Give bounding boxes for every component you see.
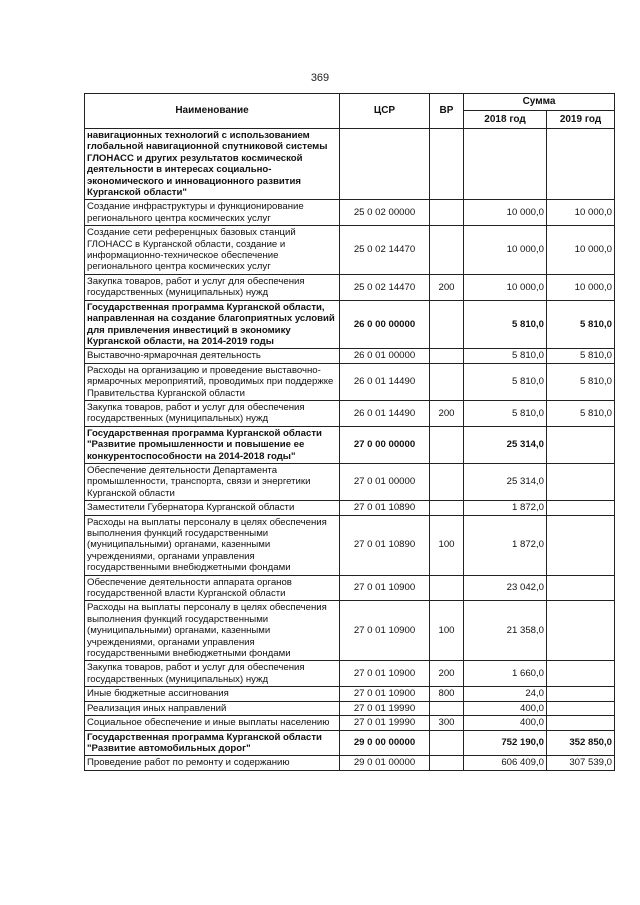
row-csr-cell: 27 0 01 00000 [340,463,430,500]
row-csr-cell: 25 0 02 14470 [340,226,430,275]
row-vr-cell: 300 [430,716,464,730]
row-vr-cell [430,575,464,601]
table-row [85,701,615,715]
row-vr-cell: 200 [430,400,464,426]
row-csr-cell: 27 0 01 19990 [340,716,430,730]
row-vr-cell [430,226,464,275]
row-amount-2018-cell: 1 660,0 [464,661,547,687]
row-amount-2018-cell: 23 042,0 [464,575,547,601]
row-amount-2019-cell [547,129,615,200]
row-vr-cell [430,730,464,756]
row-name-cell: Расходы на организацию и проведение выставочно-ярмарочных мероприятий, проводимых при поддержке Правительства Курганской области [85,363,340,400]
row-amount-2018-cell: 25 314,0 [464,426,547,463]
row-name-cell: Выставочно-ярмарочная деятельность [85,349,340,363]
row-name-cell: Проведение работ по ремонту и содержанию [85,756,340,770]
row-amount-2019-cell: 307 539,0 [547,756,615,770]
table-row [85,200,615,226]
row-amount-2019-cell [547,661,615,687]
row-amount-2018-cell: 24,0 [464,687,547,701]
row-vr-cell: 100 [430,601,464,661]
row-amount-2019-cell: 5 810,0 [547,349,615,363]
row-amount-2018-cell: 606 409,0 [464,756,547,770]
row-amount-2019-cell: 10 000,0 [547,274,615,300]
row-amount-2019-cell [547,463,615,500]
row-name-cell: Социальное обеспечение и иные выплаты населению [85,716,340,730]
row-name-cell: Создание сети референцных базовых станций ГЛОНАСС в Курганской области, создание и информационно-техническое обеспечение регионального центра космических услуг [85,226,340,275]
row-name-cell: Государственная программа Курганской области, направленная на создание благоприятных условий для привлечения инвестиций в экономику Курганской области, на 2014-2019 годы [85,300,340,349]
table-row [85,756,615,770]
row-vr-cell [430,300,464,349]
page-number: 369 [310,72,330,84]
row-csr-cell: 29 0 01 00000 [340,756,430,770]
table-row [85,730,615,756]
row-amount-2019-cell [547,716,615,730]
row-name-cell: Расходы на выплаты персоналу в целях обеспечения выполнения функций государственными (муниципальными) органами, казенными учреждениями, органами управления государственными внебюджетными фондами [85,515,340,575]
row-amount-2018-cell: 752 190,0 [464,730,547,756]
row-csr-cell: 26 0 00 00000 [340,300,430,349]
row-name-cell: Реализация иных направлений [85,701,340,715]
row-amount-2018-cell: 10 000,0 [464,200,547,226]
row-amount-2018-cell: 25 314,0 [464,463,547,500]
row-amount-2019-cell: 10 000,0 [547,226,615,275]
table-row [85,716,615,730]
row-name-cell: Государственная программа Курганской области "Развитие автомобильных дорог" [85,730,340,756]
row-amount-2018-cell: 5 810,0 [464,400,547,426]
table-row [85,515,615,575]
row-amount-2019-cell [547,601,615,661]
row-amount-2018-cell: 5 810,0 [464,300,547,349]
row-csr-cell: 27 0 01 10900 [340,687,430,701]
row-name-cell: навигационных технологий с использованием глобальной навигационной спутниковой системы ГЛОНАСС и других результатов космической деятельности в интересах социально-экономического и инновационного развития Курганской области" [85,129,340,200]
table-row [85,300,615,349]
row-csr-cell: 25 0 02 14470 [340,274,430,300]
table-row [85,363,615,400]
row-name-cell: Создание инфраструктуры и функционирование регионального центра космических услуг [85,200,340,226]
row-name-cell: Закупка товаров, работ и услуг для обеспечения государственных (муниципальных) нужд [85,661,340,687]
row-csr-cell: 27 0 01 10900 [340,575,430,601]
row-vr-cell: 100 [430,515,464,575]
row-vr-cell [430,501,464,515]
row-amount-2018-cell: 400,0 [464,716,547,730]
row-amount-2019-cell: 5 810,0 [547,300,615,349]
row-csr-cell: 27 0 01 10900 [340,601,430,661]
table-row [85,463,615,500]
table-row [85,349,615,363]
row-vr-cell [430,701,464,715]
row-amount-2019-cell [547,701,615,715]
table-row [85,226,615,275]
row-amount-2018-cell: 10 000,0 [464,226,547,275]
row-amount-2019-cell: 5 810,0 [547,363,615,400]
column-header-2019: 2019 год [547,111,615,129]
row-amount-2018-cell: 21 358,0 [464,601,547,661]
row-csr-cell: 26 0 01 14490 [340,363,430,400]
row-csr-cell: 25 0 02 00000 [340,200,430,226]
row-name-cell: Обеспечение деятельности Департамента промышленности, транспорта, связи и энергетики Курганской области [85,463,340,500]
row-amount-2019-cell: 5 810,0 [547,400,615,426]
row-name-cell: Государственная программа Курганской области "Развитие промышленности и повышение ее конкурентоспособности на 2014-2018 годы" [85,426,340,463]
table-row [85,501,615,515]
budget-table [84,93,615,771]
row-amount-2019-cell: 10 000,0 [547,200,615,226]
row-amount-2018-cell: 10 000,0 [464,274,547,300]
row-csr-cell: 26 0 01 00000 [340,349,430,363]
row-csr-cell: 26 0 01 14490 [340,400,430,426]
row-name-cell: Закупка товаров, работ и услуг для обеспечения государственных (муниципальных) нужд [85,400,340,426]
row-vr-cell [430,363,464,400]
row-name-cell: Обеспечение деятельности аппарата органов государственной власти Курганской области [85,575,340,601]
row-vr-cell [430,426,464,463]
table-row [85,426,615,463]
row-amount-2019-cell [547,687,615,701]
table-row [85,400,615,426]
table-row [85,129,615,200]
row-amount-2018-cell: 5 810,0 [464,349,547,363]
row-amount-2019-cell: 352 850,0 [547,730,615,756]
row-amount-2018-cell: 5 810,0 [464,363,547,400]
row-csr-cell [340,129,430,200]
row-csr-cell: 27 0 01 19990 [340,701,430,715]
row-amount-2018-cell: 1 872,0 [464,515,547,575]
table-row [85,687,615,701]
row-csr-cell: 27 0 00 00000 [340,426,430,463]
row-name-cell: Иные бюджетные ассигнования [85,687,340,701]
column-header-name: Наименование [85,94,340,129]
row-amount-2018-cell: 1 872,0 [464,501,547,515]
row-name-cell: Заместители Губернатора Курганской области [85,501,340,515]
row-amount-2018-cell: 400,0 [464,701,547,715]
row-name-cell: Закупка товаров, работ и услуг для обеспечения государственных (муниципальных) нужд [85,274,340,300]
column-header-2018: 2018 год [464,111,547,129]
row-name-cell: Расходы на выплаты персоналу в целях обеспечения выполнения функций государственными (муниципальными) органами, казенными учреждениями, органами управления государственными внебюджетными фондами [85,601,340,661]
row-vr-cell: 800 [430,687,464,701]
row-amount-2019-cell [547,426,615,463]
row-amount-2018-cell [464,129,547,200]
table-row [85,601,615,661]
row-csr-cell: 27 0 01 10890 [340,515,430,575]
column-header-sum: Сумма [464,94,615,111]
row-vr-cell [430,756,464,770]
table-row [85,575,615,601]
row-csr-cell: 29 0 00 00000 [340,730,430,756]
row-amount-2019-cell [547,501,615,515]
row-vr-cell [430,463,464,500]
row-amount-2019-cell [547,575,615,601]
row-vr-cell [430,200,464,226]
row-vr-cell [430,129,464,200]
table-body [85,129,615,771]
row-amount-2019-cell [547,515,615,575]
row-csr-cell: 27 0 01 10900 [340,661,430,687]
table-row [85,274,615,300]
row-vr-cell: 200 [430,661,464,687]
row-csr-cell: 27 0 01 10890 [340,501,430,515]
column-header-vr: ВР [430,94,464,129]
row-vr-cell [430,349,464,363]
table-row [85,661,615,687]
column-header-csr: ЦСР [340,94,430,129]
row-vr-cell: 200 [430,274,464,300]
